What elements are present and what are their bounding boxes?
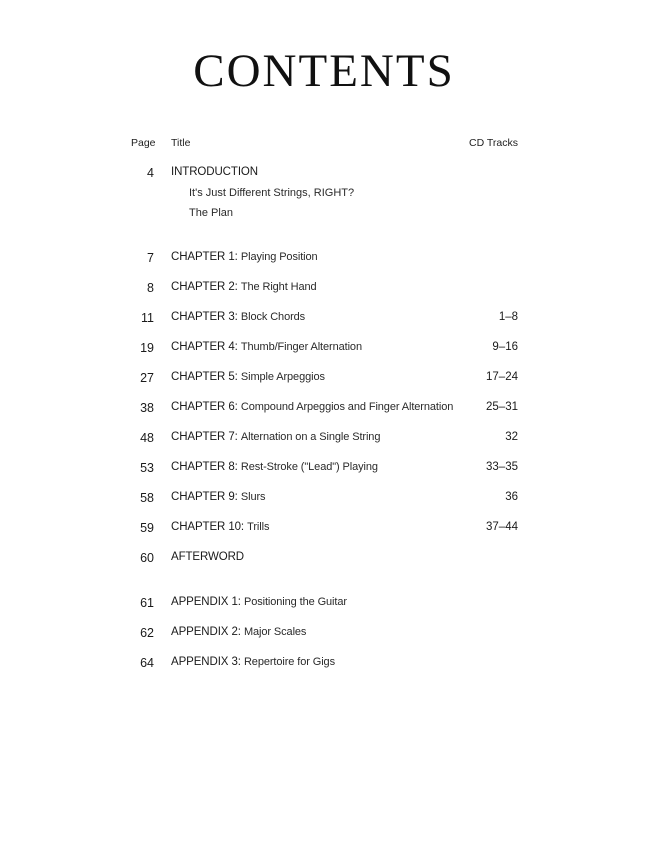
entry-label xyxy=(171,626,306,638)
entry-title: Major Scales xyxy=(243,626,307,638)
entry-label xyxy=(171,371,325,383)
title-column-header: Title xyxy=(171,137,191,149)
entry-label xyxy=(171,491,265,503)
entry-heading: CHAPTER 2: xyxy=(171,281,238,293)
entry-title: Compound Arpeggios and Finger Alternation xyxy=(240,401,454,413)
toc-entry[interactable] xyxy=(0,401,648,417)
entry-heading: CHAPTER 5: xyxy=(171,371,238,383)
toc-entry[interactable] xyxy=(0,251,648,267)
entry-page-number: 53 xyxy=(140,461,154,475)
entry-label xyxy=(171,251,318,263)
entry-tracks: 33–35 xyxy=(486,461,518,473)
entry-page-number: 61 xyxy=(140,596,154,610)
entry-tracks: 25–31 xyxy=(486,401,518,413)
toc-entry-afterword[interactable] xyxy=(0,551,648,567)
toc-subentry[interactable]: The Plan xyxy=(189,207,234,219)
toc-entry[interactable] xyxy=(0,341,648,357)
entry-page-number: 59 xyxy=(140,521,154,535)
entry-title: Thumb/Finger Alternation xyxy=(240,341,362,353)
entry-tracks: 37–44 xyxy=(486,521,518,533)
entry-page-number: 64 xyxy=(140,656,154,670)
entry-page-number: 11 xyxy=(141,311,154,325)
entry-page-number: 7 xyxy=(147,251,154,265)
page-title: CONTENTS xyxy=(193,45,455,97)
entry-title: Rest-Stroke ("Lead") Playing xyxy=(240,461,378,473)
entry-label xyxy=(171,341,362,353)
entry-page-number: 19 xyxy=(140,341,154,355)
entry-label xyxy=(171,281,317,293)
entry-heading: CHAPTER 3: xyxy=(171,311,238,323)
entry-heading: APPENDIX 2: xyxy=(171,626,241,638)
entry-page-number: 62 xyxy=(140,626,154,640)
entry-title: Playing Position xyxy=(240,251,318,263)
entry-tracks: 36 xyxy=(505,491,518,503)
entry-label xyxy=(171,311,305,323)
entry-heading: CHAPTER 6: xyxy=(171,401,238,413)
entry-page-number: 8 xyxy=(147,281,154,295)
toc-entry-introduction[interactable] xyxy=(0,166,648,182)
entry-page-number: 27 xyxy=(140,371,154,385)
toc-entry[interactable] xyxy=(0,281,648,297)
entry-title: Block Chords xyxy=(240,311,306,323)
page-column-header: Page xyxy=(131,137,156,149)
entry-tracks: 32 xyxy=(505,431,518,443)
entry-label xyxy=(171,461,378,473)
toc-entry[interactable] xyxy=(0,311,648,327)
entry-heading: APPENDIX 1: xyxy=(171,596,241,608)
entry-title: Simple Arpeggios xyxy=(240,371,325,383)
entry-page-number: 58 xyxy=(140,491,154,505)
toc-entry[interactable] xyxy=(0,626,648,642)
entry-heading: AFTERWORD xyxy=(171,551,244,563)
entry-title: The Right Hand xyxy=(240,281,317,293)
entry-tracks: 9–16 xyxy=(492,341,518,353)
entry-heading: CHAPTER 7: xyxy=(171,431,238,443)
entry-label xyxy=(171,401,453,413)
toc-entry[interactable] xyxy=(0,521,648,537)
entry-title: Alternation on a Single String xyxy=(240,431,381,443)
entry-heading: CHAPTER 1: xyxy=(171,251,238,263)
entry-title: Positioning the Guitar xyxy=(243,596,347,608)
toc-entry[interactable] xyxy=(0,371,648,387)
entry-label xyxy=(171,521,269,533)
entry-tracks: 1–8 xyxy=(498,311,518,323)
entry-label xyxy=(171,656,335,668)
entry-heading: APPENDIX 3: xyxy=(171,656,241,668)
entry-heading: INTRODUCTION xyxy=(171,166,258,178)
entry-title: Trills xyxy=(247,521,270,533)
toc-entry[interactable] xyxy=(0,596,648,612)
entry-label xyxy=(171,596,347,608)
toc-subentry[interactable]: It's Just Different Strings, RIGHT? xyxy=(189,187,355,199)
entry-page-number: 60 xyxy=(140,551,154,565)
entry-page-number: 48 xyxy=(140,431,154,445)
toc-entry[interactable] xyxy=(0,656,648,672)
entry-label xyxy=(171,551,244,563)
entry-heading: CHAPTER 8: xyxy=(171,461,238,473)
entry-tracks: 17–24 xyxy=(486,371,518,383)
tracks-column-header: CD Tracks xyxy=(468,137,518,149)
entry-label xyxy=(171,166,258,178)
entry-page-number: 4 xyxy=(147,166,154,180)
entry-title: Repertoire for Gigs xyxy=(243,656,335,668)
toc-entry[interactable] xyxy=(0,491,648,507)
entry-heading: CHAPTER 10: xyxy=(171,521,245,533)
entry-page-number: 38 xyxy=(140,401,154,415)
toc-entry[interactable] xyxy=(0,431,648,447)
entry-heading: CHAPTER 4: xyxy=(171,341,238,353)
entry-heading: CHAPTER 9: xyxy=(171,491,238,503)
entry-title: Slurs xyxy=(240,491,266,503)
entry-label xyxy=(171,431,380,443)
toc-entry[interactable] xyxy=(0,461,648,477)
